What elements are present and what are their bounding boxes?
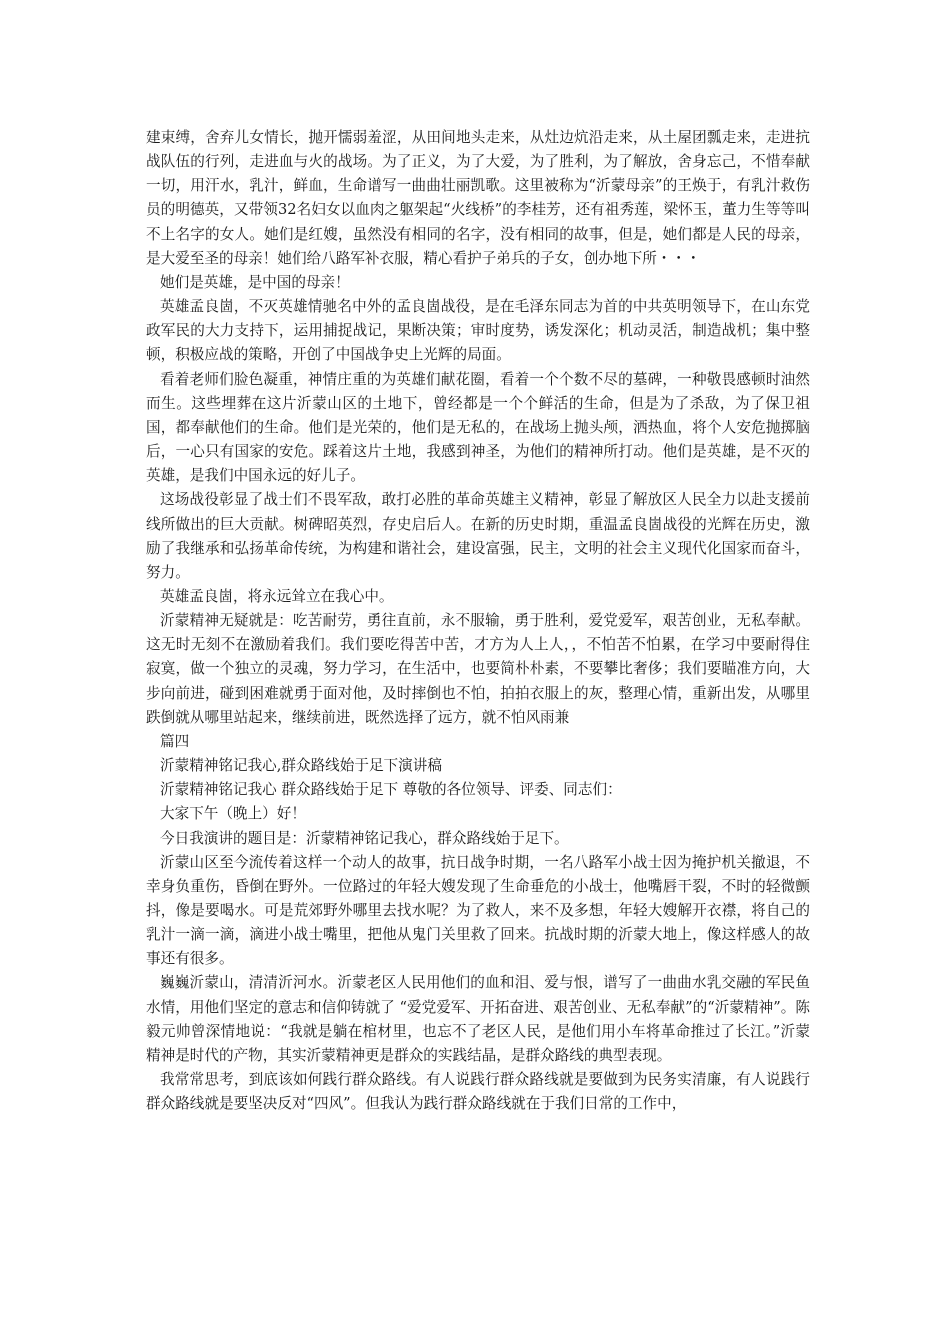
paragraph-7: 沂蒙精神无疑就是：吃苦耐劳，勇往直前，永不服输，勇于胜利，爱党爱军，艰苦创业，无私奉献。这无时无刻不在激励着我们。我们要吃得苦中苦，才方为人上人，，不怕苦不怕累，在学习中要耐得住寂寞，做一个独立的灵魂，努力学习，在生活中，也要简朴朴素，不要攀比奢侈；我们要瞄准方向，大步向前进，碰到困难就勇于面对他，及时摔倒也不怕，拍拍衣服上的灰，整理心情，重新出发，从哪里跌倒就从哪里站起来，继续前进，既然选择了远方，就不怕风雨兼	[146, 612, 810, 726]
paragraph-6: 英雄孟良崮，将永远耸立在我心中。	[160, 587, 394, 605]
paragraph-4: 看着老师们脸色凝重，神情庄重的为英雄们献花圈，看着一个个数不尽的墓碑，一种敬畏感顿时油然而生。这些埋葬在这片沂蒙山区的土地下，曾经都是一个个鲜活的生命，但是为了杀敌，为了保卫祖国，都奉献他们的生命。他们是光荣的，他们是无私的，在战场上抛头颅，洒热血，将个人安危抛掷脑后，一心只有国家的安危。踩着这片土地，我感到神圣，为他们的精神所打动。他们是英雄，是不灭的英雄，是我们中国永远的好儿子。	[146, 370, 810, 485]
paragraph-yimeng-spirit: 巍巍沂蒙山，清清沂河水。沂蒙老区人民用他们的血和泪、爱与恨，谱写了一曲曲水乳交融的军民鱼水情，用他们坚定的意志和信仰铸就了 “爱党爱军、开拓奋进、艰苦创业、无私奉献”的“沂蒙精神”。陈毅元帅曾深情地说：“我就是躺在棺材里，也忘不了老区人民，是他们用小车将革命推过了长江。”沂蒙精神是时代的产物，其实沂蒙精神更是群众的实践结晶，是群众路线的典型表现。	[146, 974, 810, 1064]
speech-topic: 今日我演讲的题目是：沂蒙精神铭记我心，群众路线始于足下。	[160, 829, 569, 847]
speech-greeting: 大家下午（晚上）好！	[160, 805, 306, 823]
section-heading-4: 篇四	[160, 732, 190, 750]
document-body	[146, 126, 810, 1116]
paragraph-2: 她们是英雄，是中国的母亲！	[160, 273, 350, 291]
speech-salutation: 沂蒙精神铭记我心 群众路线始于足下 尊敬的各位领导、评委、同志们：	[160, 781, 622, 799]
paragraph-5: 这场战役彰显了战士们不畏军敌，敢打必胜的革命英雄主义精神，彰显了解放区人民全力以赴支援前线所做出的巨大贡献。树碑昭英烈，存史启后人。在新的历史时期，重温孟良崮战役的光辉在历史，激励了我继承和弘扬革命传统，为构建和谐社会，建设富强，民主，文明的社会主义现代化国家而奋斗，努力。	[146, 491, 810, 581]
paragraph-3: 英雄孟良崮，不灭英雄情驰名中外的孟良崮战役，是在毛泽东同志为首的中共英明领导下，在山东党政军民的大力支持下，运用捕捉战记，果断决策；审时度势，诱发深化；机动灵活，制造战机；集中整顿，积极应战的策略，开创了中国战争史上光辉的局面。	[146, 298, 810, 364]
paragraph-1: 建束缚，舍弃儿女情长，抛开懦弱羞涩，从田间地头走来，从灶边炕沿走来，从土屋团瓢走来，走进抗战队伍的行列，走进血与火的战场。为了正义，为了大爱，为了胜利，为了解放，舍身忘己，不惜奉献一切，用汗水，乳汁，鲜血，生命谱写一曲曲壮丽凯歌。这里被称为“沂蒙母亲”的王焕于，有乳汁救伤员的明德英，又带领32名妇女以血肉之躯架起“火线桥”的李桂芳，还有祖秀莲，梁怀玉，董力生等等叫不上名字的女人。她们是红嫂，虽然没有相同的名字，没有相同的故事，但是，她们都是人民的母亲，是大爱至圣的母亲！她们给八路军补衣服，精心看护子弟兵的子女，创办地下所・・・	[146, 129, 810, 267]
paragraph-story: 沂蒙山区至今流传着这样一个动人的故事，抗日战争时期，一名八路军小战士因为掩护机关撤退，不幸身负重伤，昏倒在野外。一位路过的年轻大嫂发现了生命垂危的小战士，他嘴唇干裂，不时的轻微颤抖，像是要喝水。可是荒郊野外哪里去找水呢？为了救人，来不及多想，年轻大嫂解开衣襟，将自己的乳汁一滴一滴，滴进小战士嘴里，把他从鬼门关里救了回来。抗战时期的沂蒙大地上，像这样感人的故事还有很多。	[146, 853, 810, 968]
paragraph-mass-line: 我常常思考，到底该如何践行群众路线。有人说践行群众路线就是要做到为民务实清廉，有人说践行群众路线就是要坚决反对“四风”。但我认为践行群众路线就在于我们日常的工作中，	[146, 1071, 810, 1113]
speech-title: 沂蒙精神铭记我心,群众路线始于足下演讲稿	[160, 757, 442, 775]
